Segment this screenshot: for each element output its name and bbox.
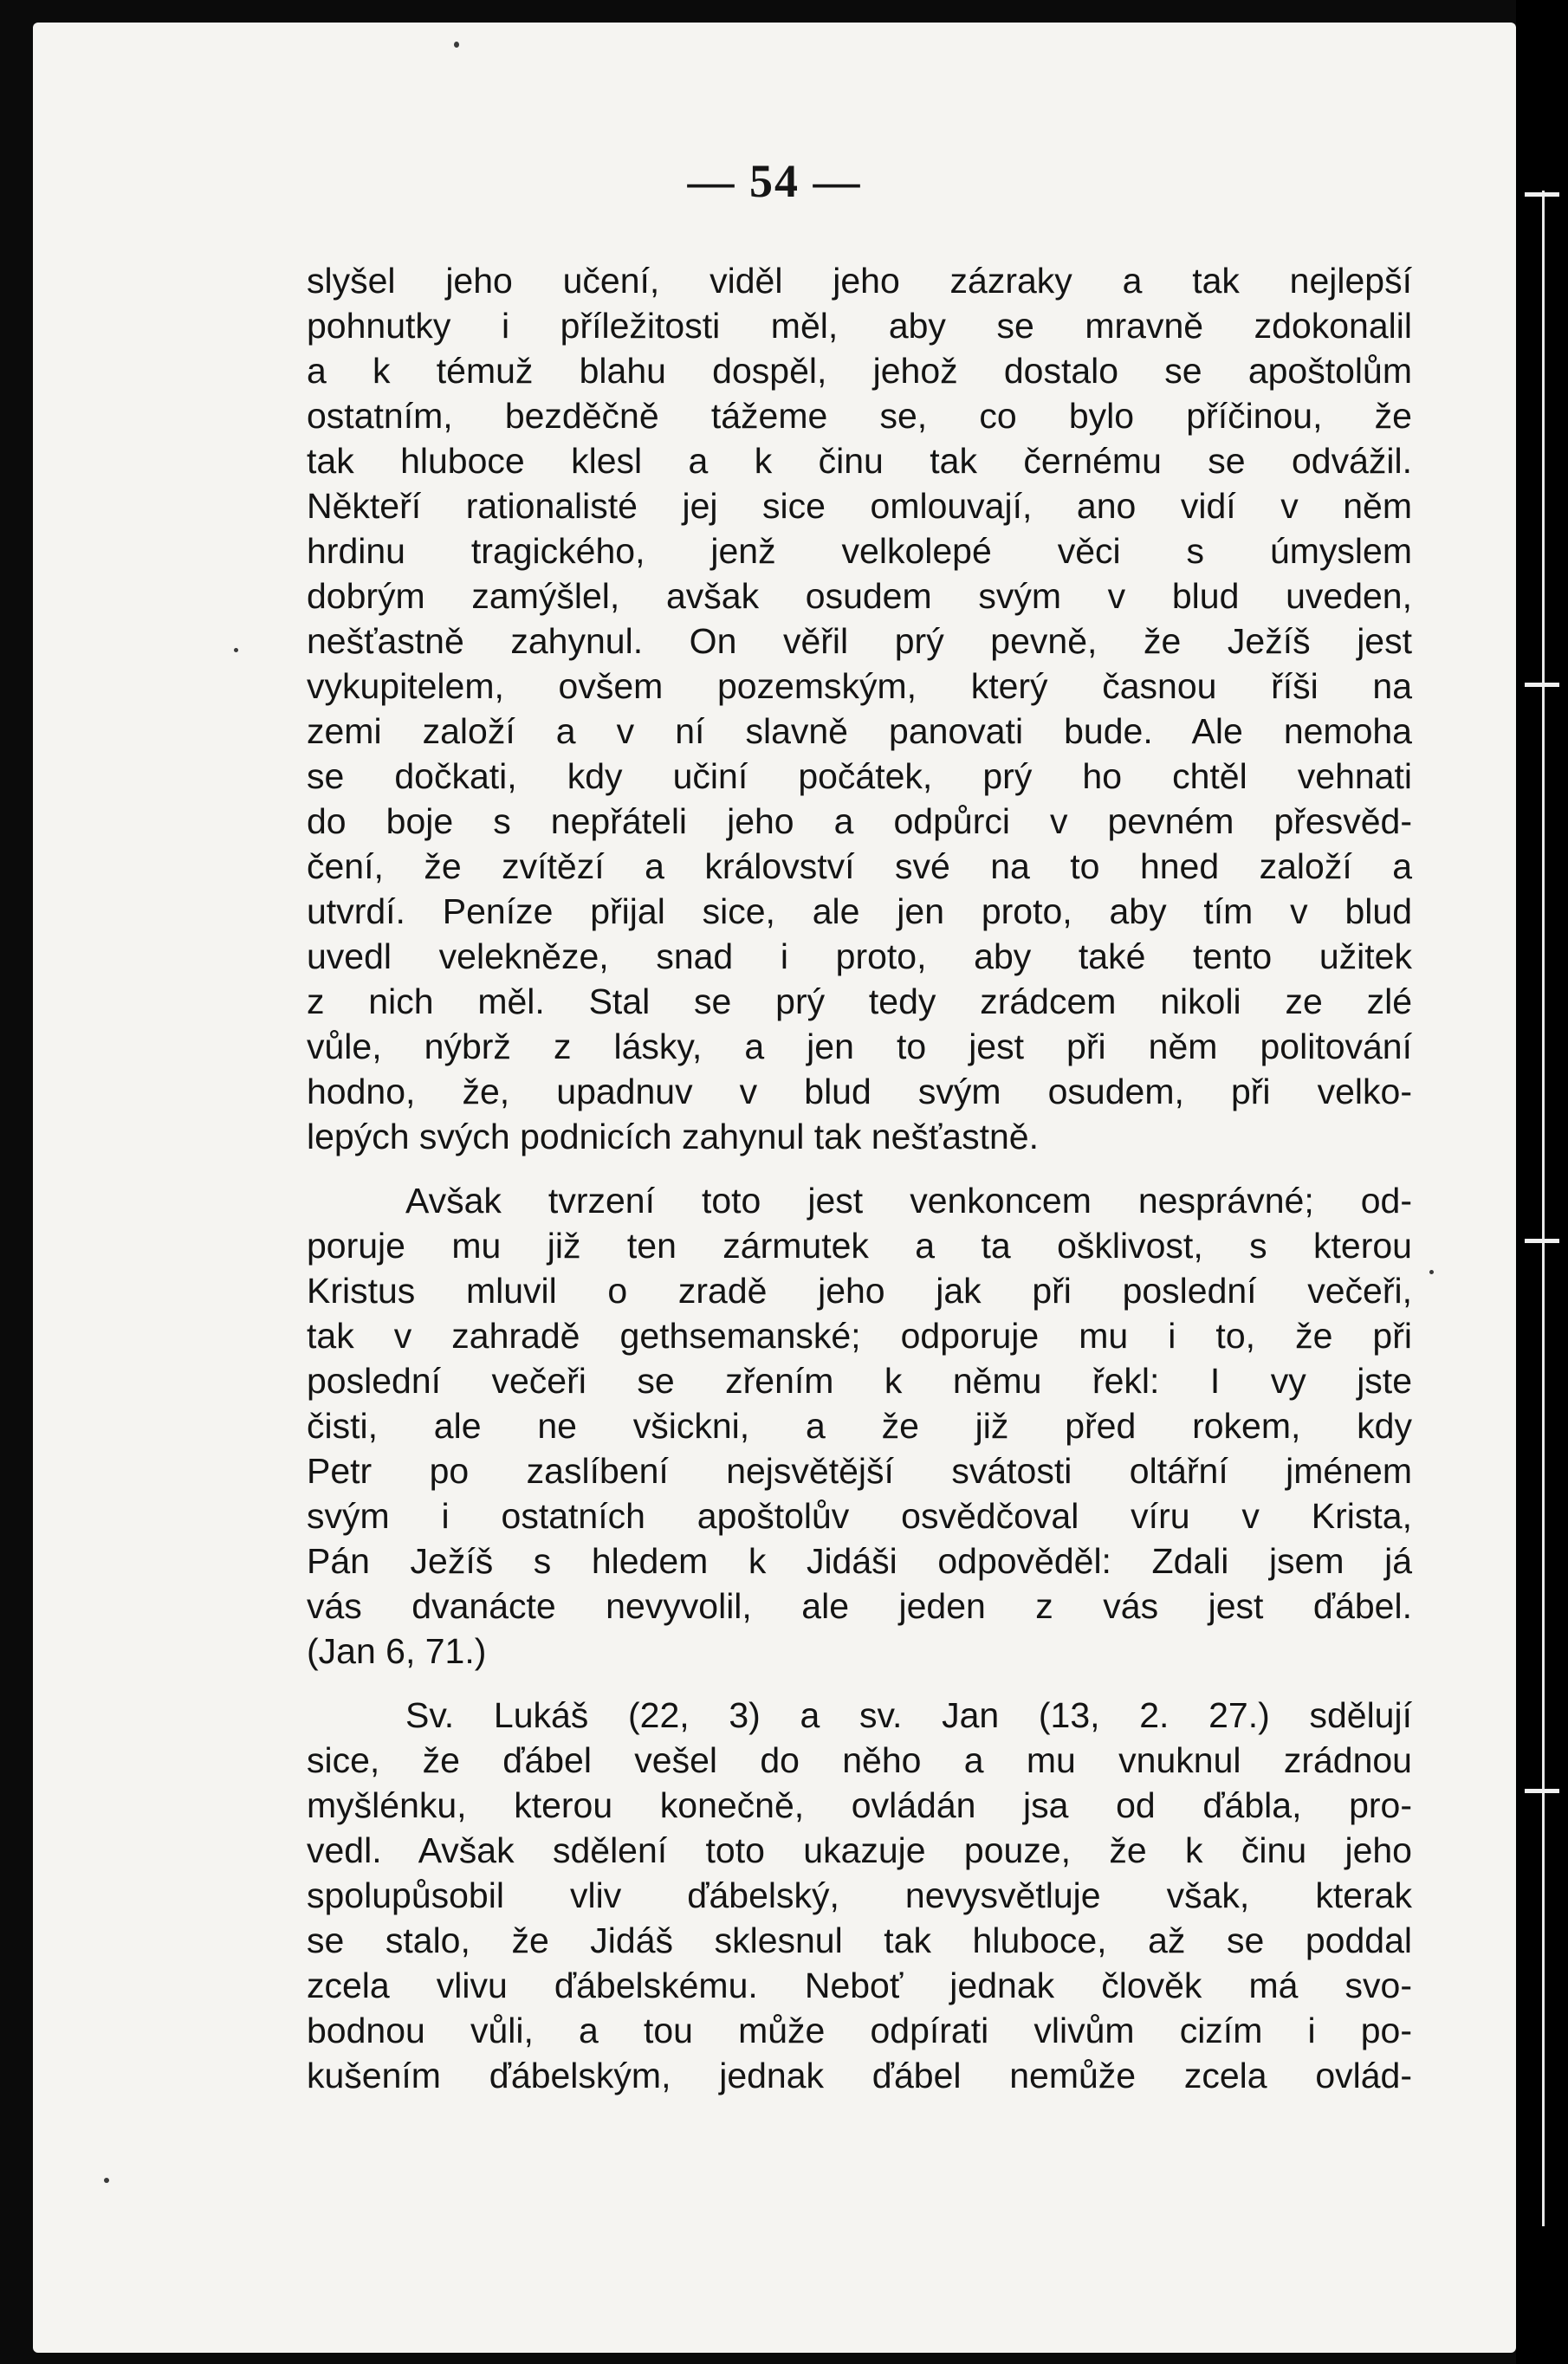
text-line: myšlénku, kterou konečně, ovládán jsa od ďábla, pro-: [307, 1785, 1412, 1825]
text-line: Sv. Lukáš (22, 3) a sv. Jan (13, 2. 27.) sdělují: [405, 1695, 1412, 1735]
text-line: čení, že zvítězí a království své na to hned založí a: [307, 846, 1412, 886]
text-line: a k témuž blahu dospěl, jehož dostalo se apoštolům: [307, 351, 1412, 391]
scan-speck: [234, 648, 238, 652]
scan-tick-mark: [1525, 1789, 1559, 1793]
text-line: Avšak tvrzení toto jest venkoncem nesprávné; od-: [405, 1181, 1412, 1221]
text-line: uvedl velekněze, snad i proto, aby také tento užitek: [307, 936, 1412, 976]
text-line: kušením ďábelským, jednak ďábel nemůže zcela ovlád-: [307, 2056, 1412, 2095]
text-line: utvrdí. Peníze přijal sice, ale jen proto, aby tím v blud: [307, 891, 1412, 931]
text-line: Pán Ježíš s hledem k Jidáši odpověděl: Zdali jsem já: [307, 1541, 1412, 1581]
text-line: zemi založí a v ní slavně panovati bude. Ale nemoha: [307, 711, 1412, 751]
text-line: lepých svých podnicích zahynul tak nešťastně.: [307, 1117, 1039, 1156]
text-line: ostatním, bezděčně tážeme se, co bylo příčinou, že: [307, 396, 1412, 436]
text-line: vůle, nýbrž z lásky, a jen to jest při něm politování: [307, 1027, 1412, 1066]
text-line: tak v zahradě gethsemanské; odporuje mu i to, že při: [307, 1316, 1412, 1356]
scan-tick-mark: [1525, 1239, 1559, 1243]
scan-tick-mark: [1525, 192, 1559, 197]
text-line: hrdinu tragického, jenž velkolepé věci s úmyslem: [307, 531, 1412, 571]
text-line: vykupitelem, ovšem pozemským, který časnou říši na: [307, 666, 1412, 706]
scan-edge-line: [1542, 191, 1545, 2226]
text-line: do boje s nepřáteli jeho a odpůrci v pevném přesvěd-: [307, 801, 1412, 841]
scan-speck: [454, 42, 459, 48]
text-line: Někteří rationalisté jej sice omlouvají, ano vidí v něm: [307, 486, 1412, 526]
scan-tick-mark: [1525, 683, 1559, 687]
text-line: nešťastně zahynul. On věřil prý pevně, že Ježíš jest: [307, 621, 1412, 661]
text-line: Petr po zaslíbení nejsvětější svátosti oltářní jménem: [307, 1451, 1412, 1491]
text-line: bodnou vůli, a tou může odpírati vlivům cizím i po-: [307, 2011, 1412, 2050]
scan-speck: [1429, 1270, 1434, 1274]
text-line: hodno, že, upadnuv v blud svým osudem, při velko-: [307, 1072, 1412, 1111]
body-text: [307, 258, 1412, 2098]
scan-speck: [104, 2178, 109, 2183]
text-line: čisti, ale ne všickni, a že již před rokem, kdy: [307, 1406, 1412, 1446]
text-line: Kristus mluvil o zradě jeho jak při poslední večeři,: [307, 1271, 1412, 1311]
text-line: zcela vlivu ďábelskému. Neboť jednak člověk má svo-: [307, 1966, 1412, 2005]
paragraph-1: [307, 258, 1412, 1159]
book-page: [33, 23, 1516, 2353]
paragraph-2: [307, 1178, 1412, 1674]
text-line: poslední večeři se zřením k němu řekl: I vy jste: [307, 1361, 1412, 1401]
text-line: sice, že ďábel vešel do něho a mu vnuknul zrádnou: [307, 1740, 1412, 1780]
text-line: poruje mu již ten zármutek a ta ošklivost, s kterou: [307, 1226, 1412, 1266]
text-line: se dočkati, kdy učiní počátek, prý ho chtěl vehnati: [307, 756, 1412, 796]
text-line: se stalo, že Jidáš sklesnul tak hluboce, až se poddal: [307, 1920, 1412, 1960]
text-line: pohnutky i příležitosti měl, aby se mravně zdokonalil: [307, 306, 1412, 346]
text-line: z nich měl. Stal se prý tedy zrádcem nikoli ze zlé: [307, 981, 1412, 1021]
text-line: dobrým zamýšlel, avšak osudem svým v blud uveden,: [307, 576, 1412, 616]
page-number: — 54 —: [687, 155, 862, 207]
text-line: vedl. Avšak sdělení toto ukazuje pouze, že k činu jeho: [307, 1830, 1412, 1870]
text-line: spolupůsobil vliv ďábelský, nevysvětluje však, kterak: [307, 1875, 1412, 1915]
text-line: tak hluboce klesl a k činu tak černému se odvážil.: [307, 441, 1412, 481]
text-line: (Jan 6, 71.): [307, 1631, 487, 1671]
text-line: slyšel jeho učení, viděl jeho zázraky a tak nejlepší: [307, 261, 1412, 301]
paragraph-3: [307, 1693, 1412, 2098]
text-line: svým i ostatních apoštolův osvědčoval víru v Krista,: [307, 1496, 1412, 1536]
text-line: vás dvanácte nevyvolil, ale jeden z vás jest ďábel.: [307, 1586, 1412, 1626]
